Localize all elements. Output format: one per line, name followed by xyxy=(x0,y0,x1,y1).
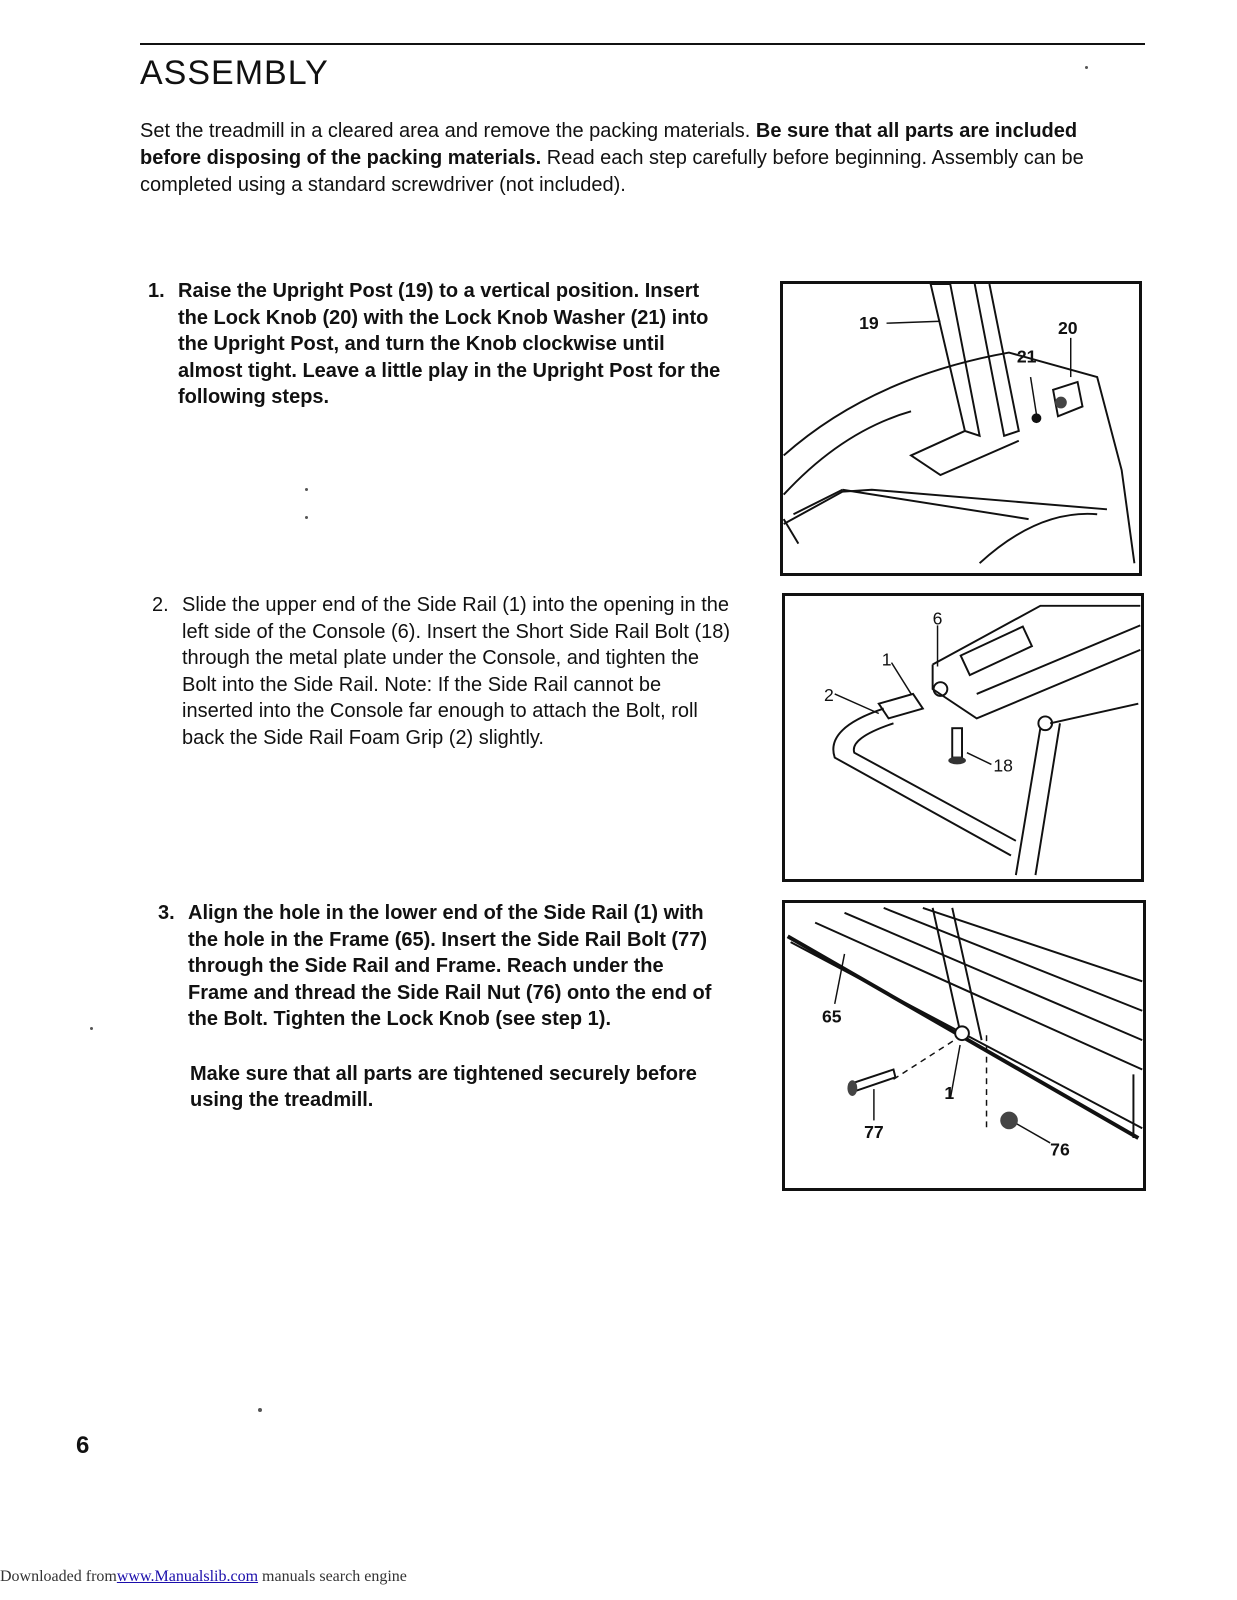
page-number: 6 xyxy=(76,1432,90,1459)
figure-console-rail xyxy=(782,593,1144,882)
label-foam-grip: 2 xyxy=(823,684,834,705)
manualslib-link[interactable]: www.Manualslib.com xyxy=(116,1568,259,1585)
scan-speck xyxy=(305,488,308,491)
step-number: 1. xyxy=(148,280,165,302)
step-number: 2. xyxy=(152,594,169,616)
intro-paragraph xyxy=(140,118,1110,199)
label-upright-post: 19 xyxy=(859,313,879,334)
label-side-rail-nut: 76 xyxy=(1050,1139,1070,1160)
safety-note: Make sure that all parts are tightened securely before using the treadmill. xyxy=(190,1062,697,1111)
label-short-bolt: 18 xyxy=(993,755,1013,776)
label-console: 6 xyxy=(932,608,943,629)
scan-speck xyxy=(305,516,308,519)
upright-post-illustration xyxy=(783,284,1139,573)
scan-speck xyxy=(1085,66,1088,69)
step-text: Raise the Upright Post (19) to a vertical position. Insert the Lock Knob (20) with the Lock Knob Washer (21) into the Upright Post, and turn the Knob clockwise until almost tight. Leave a little play in the Upright Post for the following steps. xyxy=(178,280,721,408)
step-text: Slide the upper end of the Side Rail (1) into the opening in the left side of the Console (6). Insert the Short Side Rail Bolt (18) through the metal plate under the Console, and tighten the Bolt into the Side Rail. Note: If the Side Rail cannot be inserted into the Console far enough to attach the Bolt, roll back the Side Rail Foam Grip (2) slightly. xyxy=(182,594,731,749)
label-lock-knob: 20 xyxy=(1057,317,1078,338)
step-text: Align the hole in the lower end of the Side Rail (1) with the hole in the Frame (65). Insert the Side Rail Bolt (77) through the Side Rail and Frame. Reach under the Frame and thread the Side Rail Nut (76) onto the end of the Bolt. Tighten the Lock Knob (see step 1). xyxy=(188,902,712,1030)
label-side-rail-bolt: 77 xyxy=(864,1122,884,1143)
step-2 xyxy=(152,592,732,751)
intro-text-1: Set the treadmill in a cleared area and remove the packing materials. xyxy=(140,120,751,142)
figure-upright-post xyxy=(780,281,1142,576)
download-footer xyxy=(0,1568,407,1586)
label-side-rail: 1 xyxy=(881,649,892,670)
label-side-rail: 1 xyxy=(944,1082,955,1103)
scan-speck xyxy=(90,1027,93,1030)
frame-rail-illustration xyxy=(785,903,1143,1188)
label-knob-washer: 21 xyxy=(1016,346,1037,367)
top-rule xyxy=(140,43,1145,45)
intro-warning: Be sure that all parts are included before disposing of the packing materials. xyxy=(140,120,1078,169)
figure-frame-rail xyxy=(782,900,1146,1191)
intro-text-2: Read each step carefully before beginning. Assembly can be completed using a standard screwdriver (not included). xyxy=(140,147,1084,196)
step-number: 3. xyxy=(158,902,175,924)
console-rail-illustration xyxy=(785,596,1141,879)
footer-suffix: manuals search engine xyxy=(262,1568,407,1585)
label-frame: 65 xyxy=(821,1006,842,1027)
step-1 xyxy=(148,278,728,411)
step-3 xyxy=(158,900,728,1114)
footer-prefix: Downloaded from xyxy=(0,1568,117,1585)
page-title: ASSEMBLY xyxy=(140,54,329,92)
scan-speck xyxy=(258,1408,262,1412)
